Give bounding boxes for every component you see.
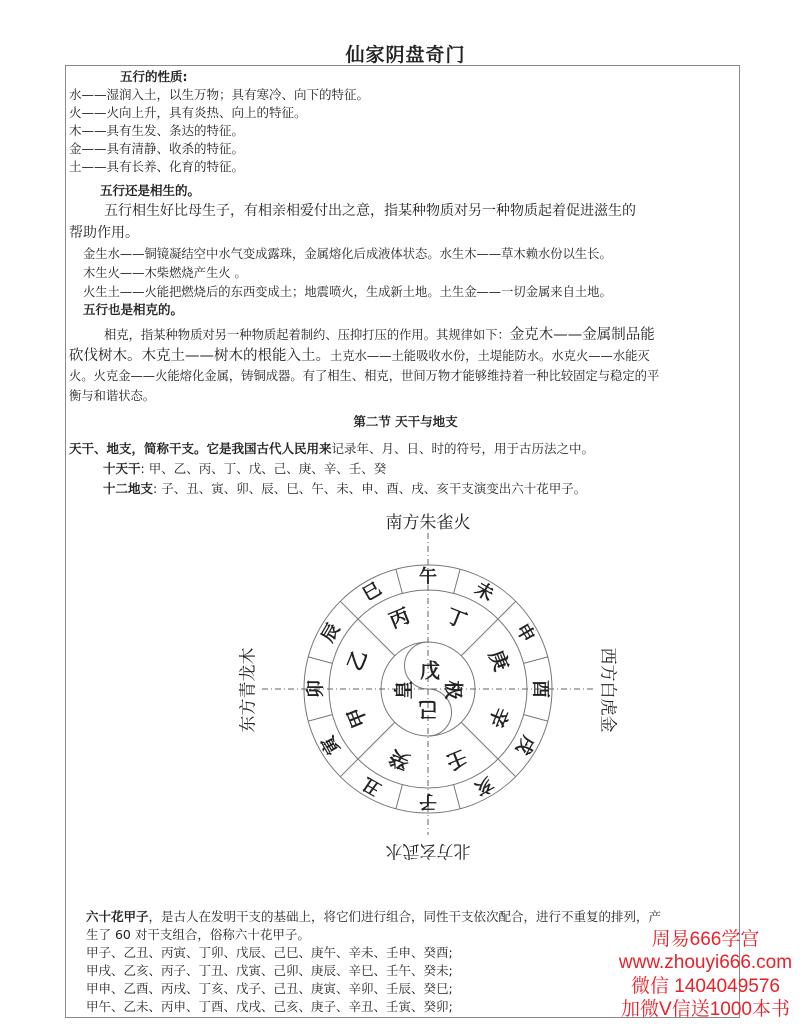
earthly-branch-char: 寅	[317, 731, 345, 759]
stems-label: 十天干	[103, 461, 141, 476]
watermark-line: 微信 1404049576	[631, 976, 780, 997]
earthly-branch-char: 戌	[511, 731, 539, 759]
earthly-branch-char: 午	[419, 566, 437, 588]
text-line: 金生水——铜镜凝结空中水气变成露珠，金属熔化后成液体状态。水生木——草木赖水份以生长。	[83, 247, 612, 261]
watermark-line: 加微V信送1000本书	[621, 999, 790, 1020]
sixty-cycle-heading: 六十花甲子	[86, 909, 149, 924]
direction-south-label: 南方朱雀火	[385, 513, 471, 533]
earthly-branch-char: 亥	[470, 772, 498, 800]
section-heading-wuxing-nature: 五行的性质:	[120, 69, 188, 84]
text-line: 木生火——木柴燃烧产生火 。	[83, 266, 247, 280]
direction-north-label: 北方玄武水	[385, 840, 471, 861]
direction-east-label: 东方青龙木	[238, 647, 259, 733]
heavenly-stem-char: 乙	[342, 646, 372, 675]
paragraph-line	[69, 347, 650, 365]
paragraph-line: 五行相生好比母生子，有相亲相爱付出之意，指某种物质对另一种物质起着促进滋生的	[104, 203, 636, 219]
text-line: 金——具有清静、收杀的特征。	[69, 141, 245, 156]
text-span: 相克，指某种物质对另一种物质起着制约、压抑打压的作用。其规律如下：	[104, 328, 510, 342]
earthly-branch-char: 申	[511, 619, 539, 647]
earthly-branch-char: 辰	[317, 619, 345, 647]
earthly-branch-char: 未	[470, 578, 498, 606]
document-title: 仙家阴盘奇门	[345, 44, 466, 66]
section-heading-generating: 五行还是相生的。	[100, 183, 201, 198]
text-line: 木——具有生发、条达的特征。	[69, 123, 245, 138]
heavenly-stem-char: 癸	[385, 745, 414, 775]
stems-line	[103, 460, 386, 478]
branches-text: : 子、丑、寅、卯、辰、巳、午、未、申、酉、戌、亥干支演变出六十花甲子。	[153, 481, 587, 496]
sixty-cycle-row: 甲午、乙未、丙申、丁酉、戊戌、己亥、庚子、辛丑、壬寅、癸卯;	[86, 999, 453, 1014]
earthly-branch-char: 丑	[358, 772, 386, 800]
heavenly-stem-char: 丙	[385, 603, 414, 633]
branches-line	[103, 480, 586, 498]
stems-text: : 甲、乙、丙、丁、戊、己、庚、辛、壬、癸	[140, 461, 387, 476]
direction-west-label: 西方白虎金	[597, 647, 618, 733]
center-bottom-char: 己	[418, 697, 438, 722]
sixty-cycle-row: 甲戌、乙亥、丙子、丁丑、戊寅、己卯、庚辰、辛巳、壬午、癸未;	[86, 963, 453, 978]
branches-label: 十二地支	[103, 481, 154, 496]
earthly-branch-char: 卯	[305, 680, 327, 698]
paragraph-line: 火。火克金——火能熔化金属，铸铜成器。有了相生、相克，世间万物才能够维持着一种比较固定与稳定的平	[69, 369, 660, 383]
text-span: 记录年、月、日、时的符号，用于古历法之中。	[331, 441, 595, 456]
text-span: 天干、地支，简称干支。它是我国古代人民用来	[69, 441, 332, 456]
center-left-char: 皇	[393, 680, 415, 700]
sixty-cycle-row: 甲子、乙丑、丙寅、丁卯、戊辰、己巳、庚午、辛未、壬申、癸酉;	[86, 945, 453, 960]
paragraph-line: 帮助作用。	[69, 225, 139, 241]
paragraph-line	[104, 326, 655, 344]
sixty-cycle-intro-line	[86, 908, 661, 926]
heavenly-stem-char: 壬	[442, 745, 471, 775]
text-line: 火生土——火能把燃烧后的东西变成土；地震喷火，生成新土地。土生金——一切金属来自土地。	[83, 285, 612, 299]
heavenly-stem-char: 丁	[442, 603, 471, 633]
earthly-branch-char: 酉	[529, 680, 551, 698]
text-line: 火——火向上升，具有炎热、向上的特征。	[69, 105, 307, 120]
paragraph-line: 衡与和谐状态。	[69, 389, 156, 403]
heavenly-stem-char: 辛	[484, 703, 514, 732]
text-line: 土——具有长养、化育的特征。	[69, 159, 245, 174]
text-span: 砍伐树木。木克土——树木的根能入土。	[69, 348, 330, 364]
watermark-url: www.zhouyi666.com	[618, 952, 793, 973]
text-line: 生了 60 对干支组合，俗称六十花甲子。	[86, 927, 310, 942]
earthly-branch-char: 巳	[358, 578, 386, 606]
heavenly-stem-char: 甲	[342, 703, 372, 732]
earthly-branch-char: 子	[419, 790, 437, 812]
watermark-line: 周易666学宫	[651, 929, 760, 950]
heavenly-stem-char: 庚	[484, 646, 514, 675]
text-span: ，是古人在发明干支的基础上，将它们进行组合，同性干支依次配合，进行不重复的排列，产	[148, 909, 662, 924]
text-line: 水——湿润入土，以生万物；具有寒冷、向下的特征。	[69, 87, 370, 102]
section-heading-stems-branches: 第二节 天干与地支	[353, 414, 458, 429]
text-span: 金克木——金属制品能	[509, 327, 655, 343]
sixty-cycle-row: 甲申、乙酉、丙戌、丁亥、戊子、己丑、庚寅、辛卯、壬辰、癸巳;	[86, 981, 453, 996]
center-top-char: 戊	[420, 658, 440, 683]
text-span: 土克水——土能吸收水份，土堤能防水。水克火——水能灭	[330, 349, 650, 363]
intro-line	[69, 440, 594, 458]
center-right-char: 极	[442, 680, 464, 700]
section-heading-restraining: 五行也是相克的。	[83, 302, 184, 317]
